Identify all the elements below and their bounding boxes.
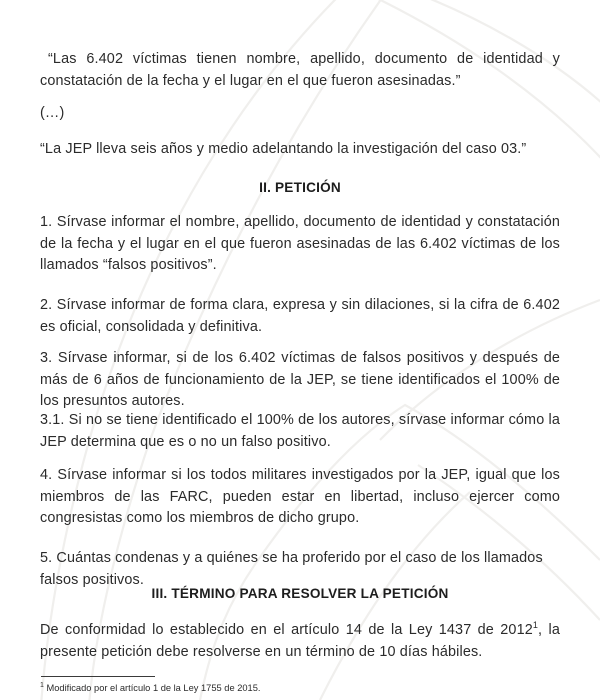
quote-block-2 (40, 139, 560, 161)
section-heading-termino: III. TÉRMINO PARA RESOLVER LA PETICIÓN (151, 586, 449, 601)
ellipsis-text: (…) (40, 105, 65, 121)
ellipsis-block (40, 103, 560, 125)
footnote-reference-marker: 1 (532, 620, 539, 631)
petition-item-1-text: 1. Sírvase informar el nombre, apellido, documento de identidad y constatación de la fecha y el lugar en el que fueron asesinadas de las 6.402 víctimas de los llamados “falsos positivos”. (40, 214, 560, 273)
petition-item-2 (40, 295, 560, 338)
petition-item-5-text: 5. Cuántas condenas y a quiénes se ha proferido por el caso de los llamados falsos positivos. (40, 550, 543, 588)
petition-item-3-1-text: 3.1. Si no se tiene identificado el 100% de los autores, sírvase informar cómo la JEP determina que es o no un falso positivo. (40, 412, 560, 450)
footnote-marker: 1 (40, 681, 44, 689)
petition-item-4 (40, 465, 560, 530)
footnote-separator-rule (41, 676, 155, 677)
petition-item-4-text: 4. Sírvase informar si los todos militares investigados por la JEP, igual que los miembros de las FARC, pueden estar en libertad, incluso ejercer como congresistas como los miembros de dicho grupo. (40, 467, 560, 526)
section-heading-termino-container (40, 583, 560, 605)
closing-paragraph-text (40, 620, 560, 663)
footnote-text-content: Modificado por el artículo 1 de la Ley 1755 de 2015. (43, 683, 261, 693)
footnote-area (40, 676, 560, 694)
closing-paragraph-text-after-note: , la presente petición debe resolverse en un término de 10 días hábiles. (40, 622, 560, 660)
petition-item-1 (40, 212, 560, 277)
closing-paragraph (40, 620, 560, 663)
petition-item-3-1 (40, 410, 560, 453)
petition-item-3-text: 3. Sírvase informar, si de los 6.402 víctimas de falsos positivos y después de más de 6 años de funcionamiento de la JEP, se tiene identificados el 100% de los presuntos autores. (40, 350, 560, 409)
petition-item-3 (40, 348, 560, 413)
section-heading-peticion: II. PETICIÓN (259, 180, 341, 195)
petition-item-2-text: 2. Sírvase informar de forma clara, expresa y sin dilaciones, si la cifra de 6.402 es oficial, consolidada y definitiva. (40, 297, 560, 335)
quote-text-1: “Las 6.402 víctimas tienen nombre, apellido, documento de identidad y constatación de la fecha y el lugar en el que fueron asesinadas.” (40, 51, 560, 89)
section-heading-peticion-container (40, 177, 560, 199)
closing-paragraph-text-before-note: De conformidad lo establecido en el artículo 14 de la Ley 1437 de 2012 (40, 622, 533, 638)
quote-text-2: “La JEP lleva seis años y medio adelantando la investigación del caso 03.” (40, 141, 527, 157)
quote-block-1 (40, 49, 560, 92)
footnote-line (40, 682, 560, 694)
